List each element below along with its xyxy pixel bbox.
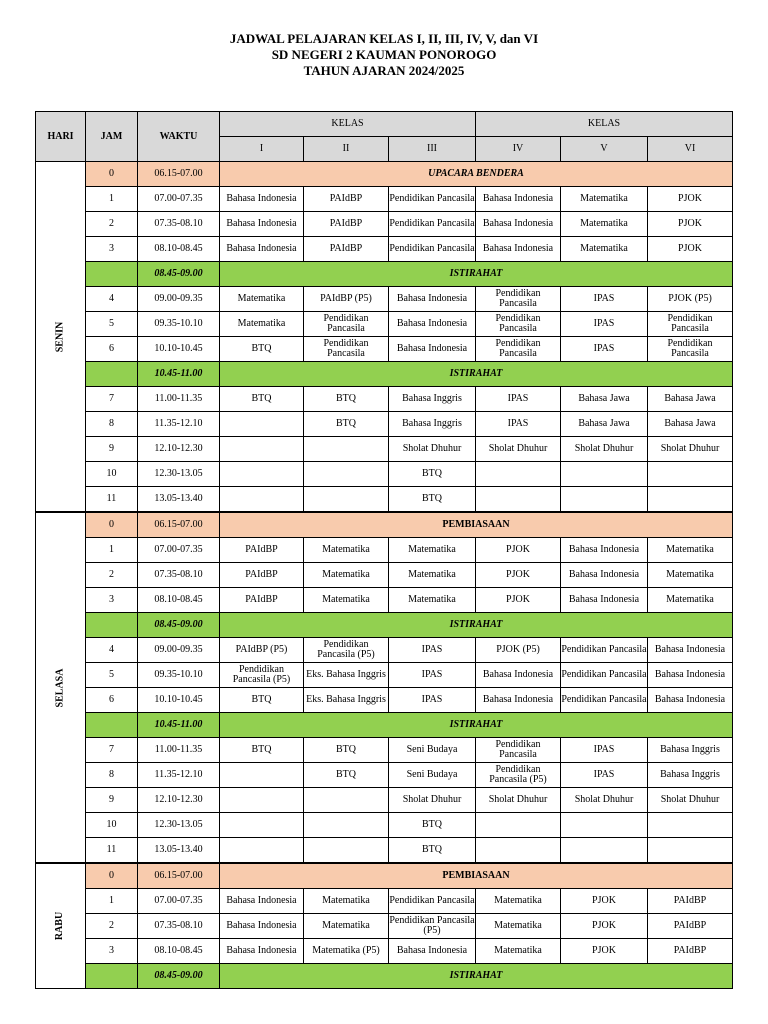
subject-cell: Sholat Dhuhur: [561, 437, 648, 462]
subject-cell: PAIdBP: [648, 939, 733, 964]
subject-cell: IPAS: [561, 312, 648, 337]
waktu-cell: 06.15-07.00: [138, 512, 220, 538]
subject-cell: Eks. Bahasa Inggris: [304, 663, 389, 688]
jam-cell: 5: [86, 312, 138, 337]
subject-cell: Bahasa Indonesia: [220, 212, 304, 237]
subject-cell: [648, 487, 733, 513]
subject-cell: Pendidikan Pancasila: [389, 889, 476, 914]
subject-cell: PAIdBP: [220, 588, 304, 613]
subject-cell: IPAS: [561, 763, 648, 788]
waktu-cell: 11.35-12.10: [138, 763, 220, 788]
subject-cell: Pendidikan Pancasila: [304, 312, 389, 337]
jam-cell: 1: [86, 889, 138, 914]
day-cell: [36, 162, 86, 513]
subject-cell: BTQ: [389, 838, 476, 864]
waktu-cell: 08.10-08.45: [138, 939, 220, 964]
jam-cell: 7: [86, 387, 138, 412]
subject-cell: IPAS: [389, 688, 476, 713]
subject-cell: [648, 462, 733, 487]
waktu-cell: 12.10-12.30: [138, 437, 220, 462]
subject-cell: IPAS: [561, 738, 648, 763]
subject-cell: IPAS: [561, 337, 648, 362]
subject-cell: Bahasa Indonesia: [476, 212, 561, 237]
schedule-row: [36, 713, 733, 738]
header-class-iv: IV: [476, 137, 561, 162]
day-label: RABU: [54, 911, 66, 941]
subject-cell: BTQ: [304, 412, 389, 437]
subject-cell: Matematika: [304, 538, 389, 563]
header-class-i: I: [220, 137, 304, 162]
subject-cell: Matematika (P5): [304, 939, 389, 964]
waktu-cell: 07.35-08.10: [138, 914, 220, 939]
subject-cell: PAIdBP (P5): [220, 638, 304, 663]
subject-cell: Matematika: [304, 563, 389, 588]
subject-cell: PAIdBP: [304, 237, 389, 262]
subject-cell: IPAS: [389, 663, 476, 688]
header-kelas-group-2: KELAS: [476, 112, 733, 137]
subject-cell: Pendidikan Pancasila: [561, 688, 648, 713]
jam-cell: 8: [86, 763, 138, 788]
subject-cell: PJOK: [648, 237, 733, 262]
schedule-row: [36, 763, 733, 788]
schedule-row: [36, 538, 733, 563]
subject-cell: Matematika: [304, 588, 389, 613]
subject-cell: Bahasa Jawa: [561, 412, 648, 437]
jam-cell: [86, 713, 138, 738]
subject-cell: Bahasa Indonesia: [220, 187, 304, 212]
header-kelas-group-1: KELAS: [220, 112, 476, 137]
subject-cell: [304, 462, 389, 487]
subject-cell: Pendidikan Pancasila: [476, 287, 561, 312]
subject-cell: Bahasa Jawa: [561, 387, 648, 412]
jam-cell: 2: [86, 563, 138, 588]
subject-cell: Matematika: [304, 914, 389, 939]
subject-cell: Matematika: [220, 312, 304, 337]
day-label: SELASA: [54, 668, 66, 707]
schedule-row: [36, 688, 733, 713]
subject-cell: Pendidikan Pancasila: [476, 312, 561, 337]
subject-cell: Sholat Dhuhur: [476, 437, 561, 462]
title-line-2: SD NEGERI 2 KAUMAN PONOROGO: [271, 47, 497, 62]
subject-cell: IPAS: [476, 387, 561, 412]
subject-cell: Bahasa Indonesia: [220, 939, 304, 964]
schedule-row: [36, 613, 733, 638]
schedule-row: [36, 187, 733, 212]
subject-cell: [561, 487, 648, 513]
subject-cell: IPAS: [476, 412, 561, 437]
subject-cell: Matematika: [220, 287, 304, 312]
jam-cell: 9: [86, 437, 138, 462]
jam-cell: 0: [86, 162, 138, 187]
subject-cell: PJOK: [648, 187, 733, 212]
jam-cell: 9: [86, 788, 138, 813]
schedule-row: [36, 487, 733, 513]
subject-cell: PAIdBP: [648, 914, 733, 939]
break-label: ISTIRAHAT: [220, 613, 733, 638]
subject-cell: BTQ: [220, 387, 304, 412]
subject-cell: [220, 437, 304, 462]
subject-cell: Bahasa Inggris: [389, 387, 476, 412]
subject-cell: BTQ: [304, 763, 389, 788]
waktu-cell: 13.05-13.40: [138, 487, 220, 513]
subject-cell: Bahasa Inggris: [648, 738, 733, 763]
activity-label: PEMBIASAAN: [220, 512, 733, 538]
jam-cell: 0: [86, 512, 138, 538]
subject-cell: PAIdBP: [648, 889, 733, 914]
subject-cell: BTQ: [389, 462, 476, 487]
subject-cell: Pendidikan Pancasila: [648, 337, 733, 362]
subject-cell: [304, 813, 389, 838]
schedule-row: [36, 437, 733, 462]
subject-cell: Bahasa Indonesia: [220, 914, 304, 939]
day-cell: [36, 863, 86, 989]
subject-cell: PJOK: [476, 538, 561, 563]
jam-cell: 1: [86, 538, 138, 563]
subject-cell: [220, 838, 304, 864]
waktu-cell: 06.15-07.00: [138, 863, 220, 889]
subject-cell: Bahasa Indonesia: [476, 663, 561, 688]
jam-cell: 11: [86, 838, 138, 864]
break-label: ISTIRAHAT: [220, 262, 733, 287]
waktu-cell: 07.00-07.35: [138, 187, 220, 212]
waktu-cell: 12.30-13.05: [138, 813, 220, 838]
schedule-row: [36, 588, 733, 613]
subject-cell: [220, 813, 304, 838]
subject-cell: Eks. Bahasa Inggris: [304, 688, 389, 713]
subject-cell: Matematika: [561, 237, 648, 262]
schedule-row: [36, 462, 733, 487]
subject-cell: Bahasa Jawa: [648, 412, 733, 437]
schedule-row: [36, 512, 733, 538]
subject-cell: Bahasa Indonesia: [476, 688, 561, 713]
jam-cell: 1: [86, 187, 138, 212]
subject-cell: Bahasa Indonesia: [220, 237, 304, 262]
waktu-cell: 06.15-07.00: [138, 162, 220, 187]
schedule-row: [36, 387, 733, 412]
schedule-row: [36, 312, 733, 337]
subject-cell: [220, 788, 304, 813]
waktu-cell: 09.00-09.35: [138, 638, 220, 663]
subject-cell: PJOK (P5): [476, 638, 561, 663]
jam-cell: 3: [86, 939, 138, 964]
subject-cell: Sholat Dhuhur: [561, 788, 648, 813]
schedule-row: [36, 262, 733, 287]
schedule-row: [36, 237, 733, 262]
schedule-row: [36, 287, 733, 312]
subject-cell: [304, 487, 389, 513]
schedule-row: [36, 212, 733, 237]
jam-cell: 8: [86, 412, 138, 437]
waktu-cell: 08.10-08.45: [138, 588, 220, 613]
jam-cell: 7: [86, 738, 138, 763]
subject-cell: [220, 462, 304, 487]
subject-cell: [220, 412, 304, 437]
waktu-cell: 09.35-10.10: [138, 663, 220, 688]
schedule-row: [36, 162, 733, 187]
subject-cell: Bahasa Jawa: [648, 387, 733, 412]
jam-cell: 10: [86, 462, 138, 487]
jam-cell: 6: [86, 337, 138, 362]
subject-cell: Bahasa Indonesia: [476, 187, 561, 212]
schedule-row: [36, 939, 733, 964]
subject-cell: IPAS: [389, 638, 476, 663]
subject-cell: Bahasa Indonesia: [389, 939, 476, 964]
jam-cell: 5: [86, 663, 138, 688]
waktu-cell: 07.00-07.35: [138, 889, 220, 914]
waktu-cell: 08.45-09.00: [138, 964, 220, 989]
waktu-cell: 10.45-11.00: [138, 713, 220, 738]
schedule-row: [36, 337, 733, 362]
jam-cell: [86, 964, 138, 989]
schedule-row: [36, 889, 733, 914]
subject-cell: Pendidikan Pancasila: [389, 237, 476, 262]
schedule-row: [36, 638, 733, 663]
subject-cell: Pendidikan Pancasila (P5): [304, 638, 389, 663]
subject-cell: IPAS: [561, 287, 648, 312]
break-label: ISTIRAHAT: [220, 964, 733, 989]
subject-cell: Matematika: [304, 889, 389, 914]
subject-cell: Pendidikan Pancasila: [476, 337, 561, 362]
jam-cell: 4: [86, 638, 138, 663]
header-jam: JAM: [86, 112, 138, 162]
jam-cell: 0: [86, 863, 138, 889]
schedule-table: [35, 111, 733, 989]
waktu-cell: 10.10-10.45: [138, 337, 220, 362]
waktu-cell: 12.10-12.30: [138, 788, 220, 813]
subject-cell: [304, 838, 389, 864]
jam-cell: [86, 262, 138, 287]
subject-cell: BTQ: [220, 738, 304, 763]
subject-cell: [561, 813, 648, 838]
jam-cell: 2: [86, 212, 138, 237]
subject-cell: Bahasa Indonesia: [561, 563, 648, 588]
subject-cell: [561, 462, 648, 487]
schedule-row: [36, 813, 733, 838]
subject-cell: Pendidikan Pancasila (P5): [476, 763, 561, 788]
subject-cell: Matematika: [389, 588, 476, 613]
subject-cell: PJOK: [476, 588, 561, 613]
day-label: SENIN: [54, 321, 66, 352]
subject-cell: Matematika: [561, 212, 648, 237]
subject-cell: Matematika: [561, 187, 648, 212]
subject-cell: Seni Budaya: [389, 763, 476, 788]
subject-cell: [476, 487, 561, 513]
waktu-cell: 07.35-08.10: [138, 563, 220, 588]
subject-cell: Pendidikan Pancasila: [476, 738, 561, 763]
schedule-row: [36, 838, 733, 864]
subject-cell: [304, 788, 389, 813]
title-line-3: TAHUN AJARAN 2024/2025: [303, 63, 465, 78]
waktu-cell: 08.45-09.00: [138, 262, 220, 287]
subject-cell: Pendidikan Pancasila: [648, 312, 733, 337]
activity-label: PEMBIASAAN: [220, 863, 733, 889]
subject-cell: [476, 813, 561, 838]
subject-cell: PAIdBP: [304, 187, 389, 212]
subject-cell: PJOK (P5): [648, 287, 733, 312]
subject-cell: Sholat Dhuhur: [648, 437, 733, 462]
schedule-row: [36, 412, 733, 437]
subject-cell: Pendidikan Pancasila: [304, 337, 389, 362]
break-label: ISTIRAHAT: [220, 362, 733, 387]
waktu-cell: 08.10-08.45: [138, 237, 220, 262]
subject-cell: Matematika: [389, 538, 476, 563]
schedule-row: [36, 914, 733, 939]
header-class-vi: VI: [648, 137, 733, 162]
day-cell: [36, 512, 86, 863]
subject-cell: Pendidikan Pancasila: [561, 663, 648, 688]
subject-cell: [220, 763, 304, 788]
subject-cell: Pendidikan Pancasila (P5): [220, 663, 304, 688]
waktu-cell: 11.00-11.35: [138, 738, 220, 763]
jam-cell: 10: [86, 813, 138, 838]
subject-cell: PJOK: [476, 563, 561, 588]
waktu-cell: 10.45-11.00: [138, 362, 220, 387]
subject-cell: Bahasa Indonesia: [561, 588, 648, 613]
subject-cell: [304, 437, 389, 462]
subject-cell: BTQ: [220, 337, 304, 362]
schedule-row: [36, 788, 733, 813]
subject-cell: [648, 813, 733, 838]
waktu-cell: 07.00-07.35: [138, 538, 220, 563]
subject-cell: PJOK: [648, 212, 733, 237]
waktu-cell: 13.05-13.40: [138, 838, 220, 864]
subject-cell: Matematika: [476, 889, 561, 914]
waktu-cell: 10.10-10.45: [138, 688, 220, 713]
jam-cell: [86, 613, 138, 638]
subject-cell: BTQ: [304, 387, 389, 412]
subject-cell: Seni Budaya: [389, 738, 476, 763]
schedule-row: [36, 663, 733, 688]
subject-cell: Bahasa Indonesia: [648, 638, 733, 663]
subject-cell: Matematika: [648, 563, 733, 588]
waktu-cell: 09.35-10.10: [138, 312, 220, 337]
jam-cell: 4: [86, 287, 138, 312]
subject-cell: BTQ: [389, 487, 476, 513]
subject-cell: [476, 462, 561, 487]
subject-cell: Bahasa Indonesia: [389, 337, 476, 362]
jam-cell: 11: [86, 487, 138, 513]
subject-cell: PJOK: [561, 914, 648, 939]
jam-cell: 6: [86, 688, 138, 713]
subject-cell: Bahasa Indonesia: [648, 663, 733, 688]
waktu-cell: 11.00-11.35: [138, 387, 220, 412]
waktu-cell: 09.00-09.35: [138, 287, 220, 312]
subject-cell: Pendidikan Pancasila: [389, 212, 476, 237]
subject-cell: Matematika: [648, 588, 733, 613]
subject-cell: [220, 487, 304, 513]
subject-cell: Matematika: [476, 914, 561, 939]
subject-cell: PJOK: [561, 889, 648, 914]
jam-cell: 3: [86, 237, 138, 262]
header-class-v: V: [561, 137, 648, 162]
subject-cell: PAIdBP: [220, 563, 304, 588]
subject-cell: Bahasa Indonesia: [561, 538, 648, 563]
subject-cell: Sholat Dhuhur: [476, 788, 561, 813]
waktu-cell: 12.30-13.05: [138, 462, 220, 487]
subject-cell: PJOK: [561, 939, 648, 964]
waktu-cell: 11.35-12.10: [138, 412, 220, 437]
header-hari: HARI: [36, 112, 86, 162]
waktu-cell: 08.45-09.00: [138, 613, 220, 638]
header-waktu: WAKTU: [138, 112, 220, 162]
subject-cell: [476, 838, 561, 864]
jam-cell: [86, 362, 138, 387]
subject-cell: Pendidikan Pancasila (P5): [389, 914, 476, 939]
subject-cell: Bahasa Indonesia: [389, 312, 476, 337]
jam-cell: 3: [86, 588, 138, 613]
subject-cell: Matematika: [648, 538, 733, 563]
subject-cell: PAIdBP: [220, 538, 304, 563]
subject-cell: Matematika: [476, 939, 561, 964]
activity-label: UPACARA BENDERA: [220, 162, 733, 187]
subject-cell: Bahasa Indonesia: [389, 287, 476, 312]
title-line-1: JADWAL PELAJARAN KELAS I, II, III, IV, V, dan VI: [229, 31, 539, 46]
subject-cell: BTQ: [389, 813, 476, 838]
header-class-ii: II: [304, 137, 389, 162]
waktu-cell: 07.35-08.10: [138, 212, 220, 237]
subject-cell: [561, 838, 648, 864]
schedule-row: [36, 362, 733, 387]
schedule-row: [36, 964, 733, 989]
break-label: ISTIRAHAT: [220, 713, 733, 738]
subject-cell: Matematika: [389, 563, 476, 588]
subject-cell: BTQ: [304, 738, 389, 763]
subject-cell: PAIdBP (P5): [304, 287, 389, 312]
subject-cell: Sholat Dhuhur: [389, 437, 476, 462]
subject-cell: Sholat Dhuhur: [389, 788, 476, 813]
subject-cell: Pendidikan Pancasila: [389, 187, 476, 212]
subject-cell: [648, 838, 733, 864]
schedule-row: [36, 738, 733, 763]
subject-cell: Bahasa Inggris: [389, 412, 476, 437]
subject-cell: Sholat Dhuhur: [648, 788, 733, 813]
subject-cell: BTQ: [220, 688, 304, 713]
schedule-row: [36, 863, 733, 889]
subject-cell: Bahasa Indonesia: [648, 688, 733, 713]
schedule-row: [36, 563, 733, 588]
jam-cell: 2: [86, 914, 138, 939]
subject-cell: Pendidikan Pancasila: [561, 638, 648, 663]
schedule-body: [36, 162, 733, 989]
header-class-iii: III: [389, 137, 476, 162]
subject-cell: Bahasa Indonesia: [476, 237, 561, 262]
subject-cell: PAIdBP: [304, 212, 389, 237]
subject-cell: Bahasa Indonesia: [220, 889, 304, 914]
subject-cell: Bahasa Inggris: [648, 763, 733, 788]
